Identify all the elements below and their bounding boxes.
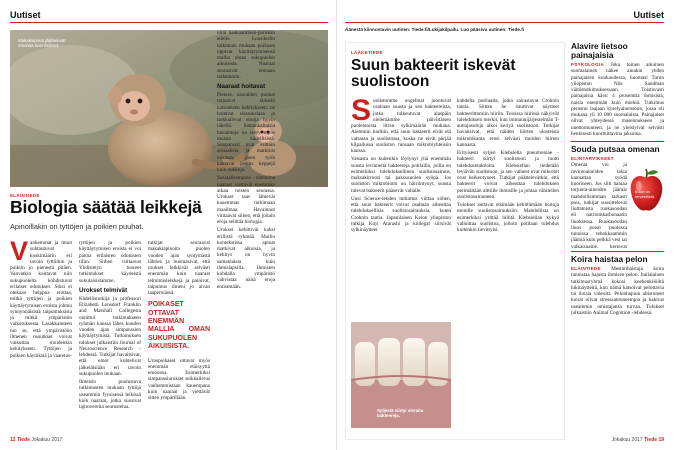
photo-caption-right: Syljestä siirtyi vieraita bakteereja. (377, 408, 424, 419)
sidebar-kicker: ELÄINTIEDE (571, 266, 601, 271)
article-column-a (351, 98, 451, 318)
sidebar-text: Joka toinen aikuinen suomalainen näkee ainakin yhden painajaisen kuukaudessa, huomasi Turun yliopiston Nils Sandman väitöstutkimuksessaan. Toistuvasti painajaisia kärsi 4 prosenttia ihmisistä, naisia enemmän kuin miehiä. Tutkimus perustui laajaan kyselyaineistoon, jossa oli mukana yli 10 000 suomalaista. Painajaiset olivat yhteydessä masennukseen ja unettomuuteen, ja ne yleistyivät selvästi henkisesti kuormittavina jaksoina. (571, 62, 664, 137)
paragraph: Sosiaalisempina olentoina naaraat viettävät enemmän aikaa toisten seurassa. Urokset taas lähtevät kauemmas tutkimaan maailmaa. Havainnot viittaavat siihen, että joitain eroja selittää biologia. (217, 175, 275, 225)
issue-left: Jokakuu 2017 (31, 437, 63, 443)
headline-left: Biologia säätää leikkejä (10, 197, 202, 217)
subheading: Naaraat hoitavat (217, 83, 266, 90)
divider (571, 251, 664, 252)
photo-caption-left: Makakiapinat jäljittelevät emonsa kuin ihmiset. (18, 38, 66, 49)
monkey-photo (10, 30, 328, 187)
dropcap-left: V (10, 240, 29, 266)
divider (571, 141, 664, 142)
paragraph: tyttöjen ja poikien käyttäytymisen eroista ei voi panna erilaisten odotusten tiliin. Siihen viittaavat Yhdistetyn tuoreet tutkimukset käydeistä sukulaisistamme. (79, 240, 141, 284)
footer-left (10, 437, 62, 443)
paragraph: uolistomme ongelmat juontuvat osaltaan suusta ja sen bakteereista, jotka tulkeutuvat alaspäin nielemämme päivittäisen puolentoista litran sylkimäärän mukana. Aiemmin luultiin, että suun bakteerit eivät elä vatsassa ja suolistossa, koska ne eivät pärjää kilpailussa suoliston runsaan mikrobiyhteisön kanssa. (351, 98, 451, 154)
paragraph: Pienten naaraiden puuhat tarjoavat tärkeän katsauksen kehitykseen: ne hoitavat sisaruksiaan ja tarkkailevat emoja hyvin lähellä. Samankaltaisia havaintoja on tehty myös muista kädellisistä. Simpanssit ovat erittäin sosiaalisia ja matkivat toisiaan, joten tytöt kantavat joskus keppejä kuin nukkeja. (217, 92, 275, 173)
column-4 (217, 30, 275, 436)
column-2 (79, 240, 141, 436)
top-rule-right (345, 22, 664, 23)
paragraph: Ilmeisin puolustava tutkimusten mukaan tyttöjä useammin fyysisessä leikissä kuin naaraat, jotka suosivat lajitovereita seurustelua. (79, 379, 141, 410)
sidebar-title: Koira haistaa pelon (571, 254, 648, 264)
issue-right: Jokakuu 2017 (611, 437, 643, 443)
sidebar-text: Omenat voi ja ravintoaineiden takia kannattaa syödä kuorineen. Jos silti haluaa torjunta-aineiden jäämät mahdollisimman tarkasti pois, tutkijat suosittelevat liottamista ruokasoodan eli natriumkarbonaatin liuoksessa. Ruokasoodan liuos poisti puolessa tunnissa tehokkaammin jäämiä kuin pelkkä vesi tai valkaisuaine, kertovat (571, 162, 627, 248)
kicker-left: ELÄINTIEDE (10, 193, 40, 198)
paragraph: anhemmat ja muut suhtautuvat koskimäärin eri tavoin tyttöihin ja poikiin jo pienestä pitäen. Vanvatkin koittavat niin sukupuolelta kohdistuvat erilaiset odotukset. Siksi ei olekaan helppoa erottaa, mitkä tyttöjen ja poikien käyttäytymisen eroista johtuu synnynnäisistä taipumuksista ja mitkä ympäristön vaikutuksesta. Lasakkainteen tuo se, että ympäristöön ilmenen osoutkset voivat vaikuttaa muidenkin kehitykseen. Tyttöjen ja poikien käytöksiä ja vaatetus- (10, 240, 72, 359)
sidebar-title: Souda putsaa omenan (571, 144, 660, 154)
sidebar-story-3 (571, 266, 664, 366)
folio-left: 12 (10, 437, 16, 443)
teeth-photo (351, 322, 451, 428)
sidebar-story-1 (571, 62, 664, 138)
paragraph: Urospoikaset ottavat myös enemmän etäisyyttä emoonsa. Esimerkiksi simpanssiurokset seikkailevat vanhemmistaan kauempana kuin naaraat ja viettävät sitten ympärillään. (148, 357, 210, 402)
folio-right: 19 (658, 437, 664, 443)
paragraph: Kädellistutkija ja professori Elizabeth Lonsdorf Franklin and Marshall Collegesta onnittui tutkimukseen ryhmän kanssa lähes kuuden vuoden ajan simpanssien käyttäytymistä. Tutkimuksen tulokset julkaistiin Journal of Neuroscience Research -lehdessä. Tutkijat havaitsivat, että emot kohtelivat jälkeläisiään eri tavoin sukupuolen mukaan. (79, 295, 141, 377)
column-1 (10, 240, 72, 436)
sidebar-kicker: ELINTARVIKKEET (571, 156, 614, 161)
footer-right (612, 437, 664, 443)
paragraph: niitä hankaaminen-porukan edelle. Lonsdorfin tulkinnan mukaan poikaset oppivat käyttäytymisensä mallia oman sukupuolen aikuisista. Naaraat seurasivat emoaan tarkemmin. (217, 30, 275, 80)
paragraph: Urokset kehittivät kaksi erillistä ryhmää. Mallin kontekstissa apinat matkivat aikuisia, ja kehitys on hyvin samanlaista kuin ihmislapsilla. Ihmisten kohdalla ympäristö vahvistaa näitä eroja entisestään. (217, 227, 275, 290)
top-rule-left (10, 22, 328, 23)
apple-caption: Kuori on terveellistä. (635, 189, 656, 199)
column-3 (148, 240, 210, 436)
sidebar-text: Mestarihaistaja koira tunnistaa hajusta ihmisen pelon. Italialainen tutkimusryhmä kokosi koehenkilöiltä hikinäytteitä, kun nämä katsoivat pelottavia tai iloisia videoita. Pelonhajuun altistuneet koirat olivat stressaantuneempia ja hakivat useammin omistajansa turvaa. Tulokset julkaistiin Animal Cognition -lehdessä. (571, 266, 664, 316)
monkey-photo-illustration (10, 30, 328, 187)
magazine-name-left: Tiede (16, 437, 30, 443)
apple-photo (629, 166, 664, 216)
paragraph: Tulokset auttavat etsimään kehittämään hoitoja monille suolistosairauksiin. Mahdollista on esimerkiksi yrittää hillitä Klebsiellan kykyä valloittaa suolistoa, jolloin potilaan tulehdus kuitenkin lievittyisi. (457, 202, 559, 233)
sidebar-story-2 (571, 156, 664, 248)
sidebar-title: Alavire lietsoo painajaisia (571, 42, 628, 60)
lede-left: Apinoillakin on tyttöjen ja poikien puuhat. (10, 222, 144, 231)
dropcap-right: S (351, 98, 372, 127)
headline-right: Suun bakteerit iskevät suolistoon (351, 57, 516, 90)
section-label-left: Uutiset (10, 10, 41, 20)
pull-quote: POIKASET OTTAVAT ENEMMÄN MALLIA OMAN SUKUPUOLEN AIKUISISTA. (148, 301, 210, 351)
magazine-name-right: Tiede (644, 437, 658, 443)
right-page (337, 0, 674, 450)
sidebar-story-2-text (571, 156, 627, 248)
vote-banner: Äänestä kiinnostavin uutinen: Tiede.fi/Lukijakilpailu. Luo pääsivu uutinen: Tiede.fi (345, 27, 525, 32)
subheading: Urokset telmivät (79, 286, 128, 294)
section-label-right: Uutiset (633, 10, 664, 20)
news-sidebar (571, 42, 664, 440)
paragraph: kahdelta potilaalta, jotka sairastavat Crohnin tautia. Siitten he istuttivat näytteet bakteerittomiin hiiriin. Toisissa hiirissä näkyivät tulehduksen merkit, kun immuunijärjestelmän T-auttajasoluja alkoi kertyä suolistoon. Tutkijat havaitsivat, että näiden hiirten ulosteista mikrobikanta erosi selvästi muiden hiirten kannasta. (457, 98, 559, 148)
sidebar-kicker: PSYKOLOGIA (571, 62, 605, 67)
paragraph: Uusi Science-lehden tutkimus viittaa siihen, että suun bakteerit voivat osaltaan aiheuttaa tulehduksellisia suolistosairauksia, kuten Crohnin tautia. Japanilaisen Keion yliopiston tutkija Koji Atarashi ja kollegat siirsivät sylkinäytteet (351, 195, 451, 233)
paragraph: Erityisesti syljen Klebsiella pneumoniae -bakteeri siirtyi suolistoon ja tuotti tulehdusreaktioita. Klebsiellan tiedetään leviävän suolistoon, ja sen vaiheet ovat mikrobit ovat heikentyneet. Tutkijat päättelevätkin, että bakteerit voivat aiheuttaa tulehduksen perimältään alttiille ihmisille ja johtaa vähitellen suolistosairauteen. (457, 150, 559, 200)
kicker-right: LÄÄKETIEDE (351, 50, 383, 55)
paragraph: tutkijat seuraavat makakiapinoita puolen vuoden ajan syntymästä lähtien ja huomasivat, että urokset leikkivät selvästi enemmän kuin naaraat telmimisleikkejä ja painivat, taipumus ilmeni jo aivan taaperoiässä. (148, 240, 210, 296)
paragraph: Vatsasta on kuitenkin löytynyt yhä enemmän suusta levinneitä bakteereja potilailla, joilla on esimerkiksi tulehduksellinen suolistosairaus, maksakirroosi tai paksusuolen syöpä. Jos suoliston mikrobiomi on häiriintynyt, suusta tulevat bakteerit pääsevät vallalle. (351, 156, 451, 194)
article-column-b (457, 98, 559, 428)
